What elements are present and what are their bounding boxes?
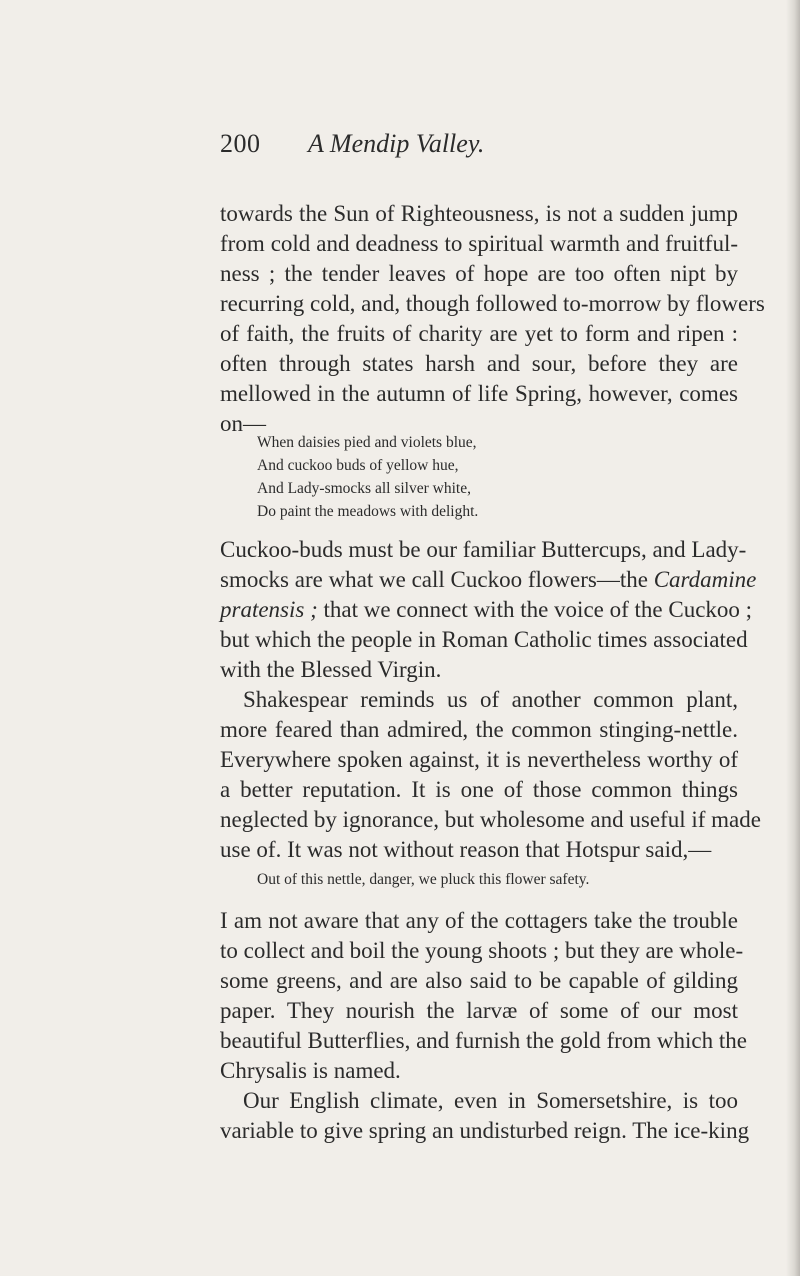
- verse-quotation: [257, 431, 478, 523]
- nettle-quotation: Out of this nettle, danger, we pluck this flower safety.: [257, 871, 590, 888]
- book-title: A Mendip Valley.: [308, 129, 485, 158]
- text-line: a better reputation. It is one of those common things: [220, 777, 738, 802]
- text-line: beautiful Butterflies, and furnish the gold from which the: [220, 1028, 747, 1053]
- text-line: mellowed in the autumn of life Spring, however, comes: [220, 381, 738, 406]
- text-line: Cuckoo-buds must be our familiar Buttercups, and Lady-: [220, 537, 747, 562]
- running-head: [220, 126, 740, 162]
- text-line: on—: [220, 411, 266, 436]
- text-line: [220, 565, 757, 595]
- paragraph-3: [220, 685, 761, 865]
- text-line: paper. They nourish the larvæ of some of our most: [220, 998, 738, 1023]
- text-line: use of. It was not without reason that Hotspur said,—: [220, 837, 712, 862]
- text-line: Chrysalis is named.: [220, 1058, 401, 1083]
- verse-line: Do paint the meadows with delight.: [257, 503, 479, 520]
- text-line: neglected by ignorance, but wholesome and useful if made: [220, 807, 761, 832]
- text-line: often through states harsh and sour, before they are: [220, 351, 738, 376]
- text-line: I am not aware that any of the cottagers take the trouble: [220, 908, 738, 933]
- text-line: Our English climate, even in Somersetshire, is too: [243, 1088, 738, 1113]
- text-line: ness ; the tender leaves of hope are too often nipt by: [220, 261, 738, 286]
- text-line: some greens, and are also said to be capable of gilding: [220, 968, 738, 993]
- verse-line: When daisies pied and violets blue,: [257, 434, 477, 451]
- paragraph-1: [220, 199, 765, 439]
- verse-line: And Lady-smocks all silver white,: [257, 480, 471, 497]
- text-line: but which the people in Roman Catholic times associated: [220, 627, 748, 652]
- paragraph-4: [220, 906, 747, 1086]
- text-run: smocks are what we call Cuckoo flowers—the: [220, 567, 654, 592]
- text-line: to collect and boil the young shoots ; but they are whole-: [220, 938, 744, 963]
- italic-term: Cardamine: [653, 567, 757, 592]
- page-number: 200: [220, 129, 261, 158]
- text-line: with the Blessed Virgin.: [220, 657, 442, 682]
- italic-term: pratensis ;: [220, 597, 318, 622]
- text-line: from cold and deadness to spiritual warmth and fruitful-: [220, 231, 738, 256]
- text-line: towards the Sun of Righteousness, is not a sudden jump: [220, 201, 738, 226]
- text-line: Everywhere spoken against, it is nevertheless worthy of: [220, 747, 738, 772]
- verse-line: And cuckoo buds of yellow hue,: [257, 457, 459, 474]
- text-line: recurring cold, and, though followed to-morrow by flowers: [220, 291, 765, 316]
- paragraph-2: [220, 535, 757, 685]
- text-line: [220, 595, 753, 625]
- text-line: of faith, the fruits of charity are yet to form and ripen :: [220, 321, 738, 346]
- text-line: Shakespear reminds us of another common plant,: [243, 687, 738, 712]
- text-line: variable to give spring an undisturbed reign. The ice-king: [220, 1118, 750, 1143]
- page-edge-shadow: [786, 0, 800, 1276]
- text-line: more feared than admired, the common stinging-nettle.: [220, 717, 738, 742]
- paragraph-5: [220, 1086, 750, 1146]
- text-run: that we connect with the voice of the Cuckoo ;: [317, 597, 753, 622]
